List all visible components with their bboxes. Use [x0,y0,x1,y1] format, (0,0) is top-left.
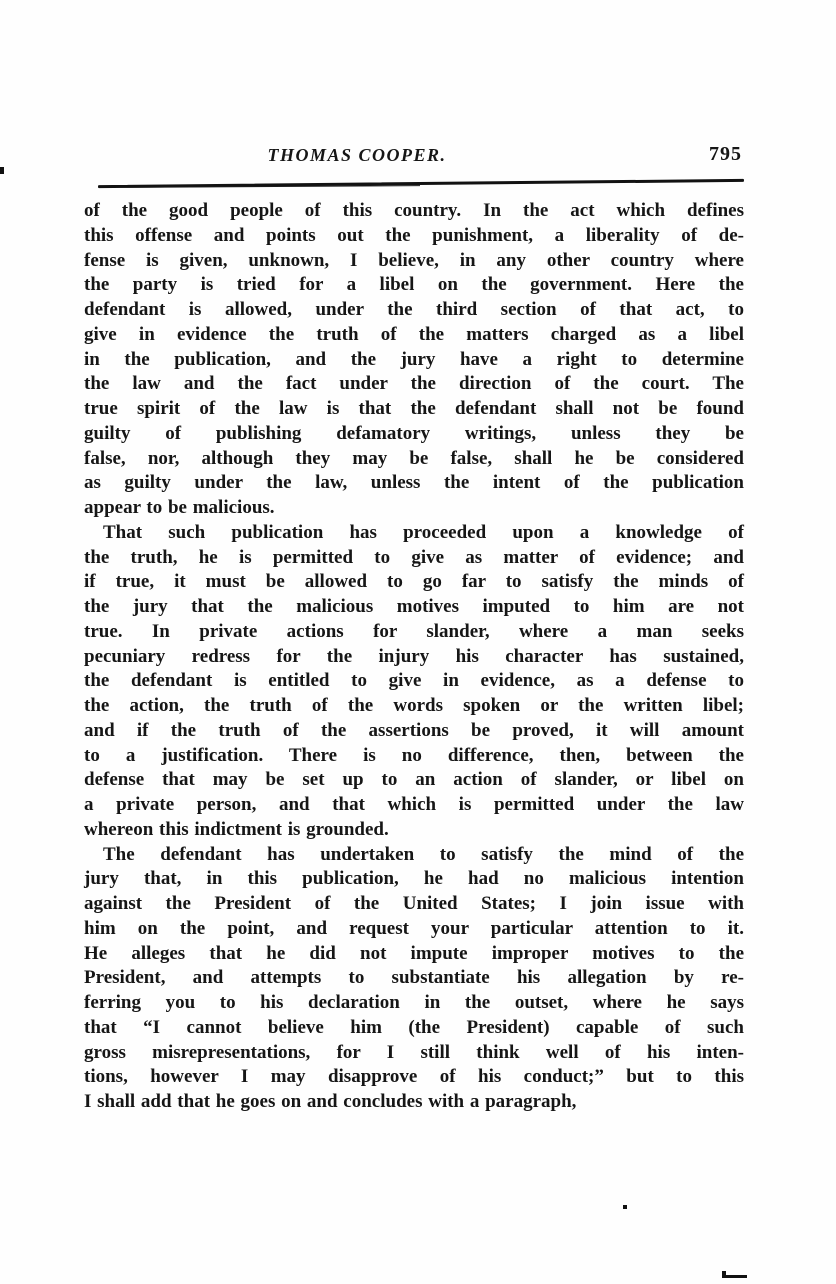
text-line: That such publication has proceeded upon a knowledge of [103,521,744,543]
text-line: defendant is allowed, under the third section of that act, to [84,299,744,320]
text-line: whereon this indictment is grounded. [84,818,389,840]
text-line: pecuniary redress for the injury his character has sustained, [84,645,744,667]
text-line: true. In private actions for slander, where a man seeks [84,620,744,642]
text-line: I shall add that he goes on and concludes with a paragraph, [84,1091,577,1112]
text-line: against the President of the United States; I join issue with [84,893,744,914]
text-line: The defendant has undertaken to satisfy the mind of the [103,843,744,865]
text-line: true spirit of the law is that the defendant shall not be found [84,398,744,419]
ink-speck-dot [623,1205,627,1209]
text-line: as guilty under the law, unless the intent of the publication [84,472,744,494]
page-body [84,199,744,1115]
text-line: if true, it must be allowed to go far to satisfy the minds of [84,571,744,593]
text-line: ferring you to his declaration in the outset, where he says [84,992,744,1013]
text-line: give in evidence the truth of the matters charged as a libel [84,323,744,345]
text-line: of the good people of this country. In the act which defines [84,200,744,221]
ink-speck-left-edge [0,167,4,174]
text-line: jury that, in this publication, he had no malicious intention [84,868,744,890]
text-line: the defendant is entitled to give in evidence, as a defense to [84,670,744,692]
text-line: the action, the truth of the words spoken or the written libel; [84,695,744,716]
text-line: He alleges that he did not impute improper motives to the [84,942,744,964]
text-line: fense is given, unknown, I believe, in any other country where [84,249,744,271]
text-line: this offense and points out the punishment, a liberality of de- [84,224,744,246]
text-line: to a justification. There is no difference, then, between the [84,744,744,766]
text-line: the truth, he is permitted to give as matter of evidence; and [84,546,744,568]
text-line: tions, however I may disapprove of his conduct;” but to this [84,1066,744,1088]
text-line: that “I cannot believe him (the President) capable of such [84,1016,744,1038]
text-line: the law and the fact under the direction of the court. The [84,373,744,395]
text-line: him on the point, and request your particular attention to it. [84,917,744,939]
text-line: gross misrepresentations, for I still think well of his inten- [84,1041,744,1063]
text-line: the jury that the malicious motives imputed to him are not [84,596,744,617]
text-line: in the publication, and the jury have a right to determine [84,348,744,370]
text-line: appear to be malicious. [84,497,275,518]
text-line: false, nor, although they may be false, shall he be considered [84,447,744,469]
text-line: President, and attempts to substantiate his allegation by re- [84,967,744,989]
page-number: 795 [709,143,742,165]
text-line: defense that may be set up to an action of slander, or libel on [84,769,744,791]
text-line: the party is tried for a libel on the government. Here the [84,274,744,296]
running-head-title: THOMAS COOPER. [267,145,447,165]
text-line: guilty of publishing defamatory writings, unless they be [84,422,744,444]
text-line: a private person, and that which is permitted under the law [84,794,744,815]
corner-mark-line [722,1275,747,1278]
text-line: and if the truth of the assertions be proved, it will amount [84,719,744,741]
